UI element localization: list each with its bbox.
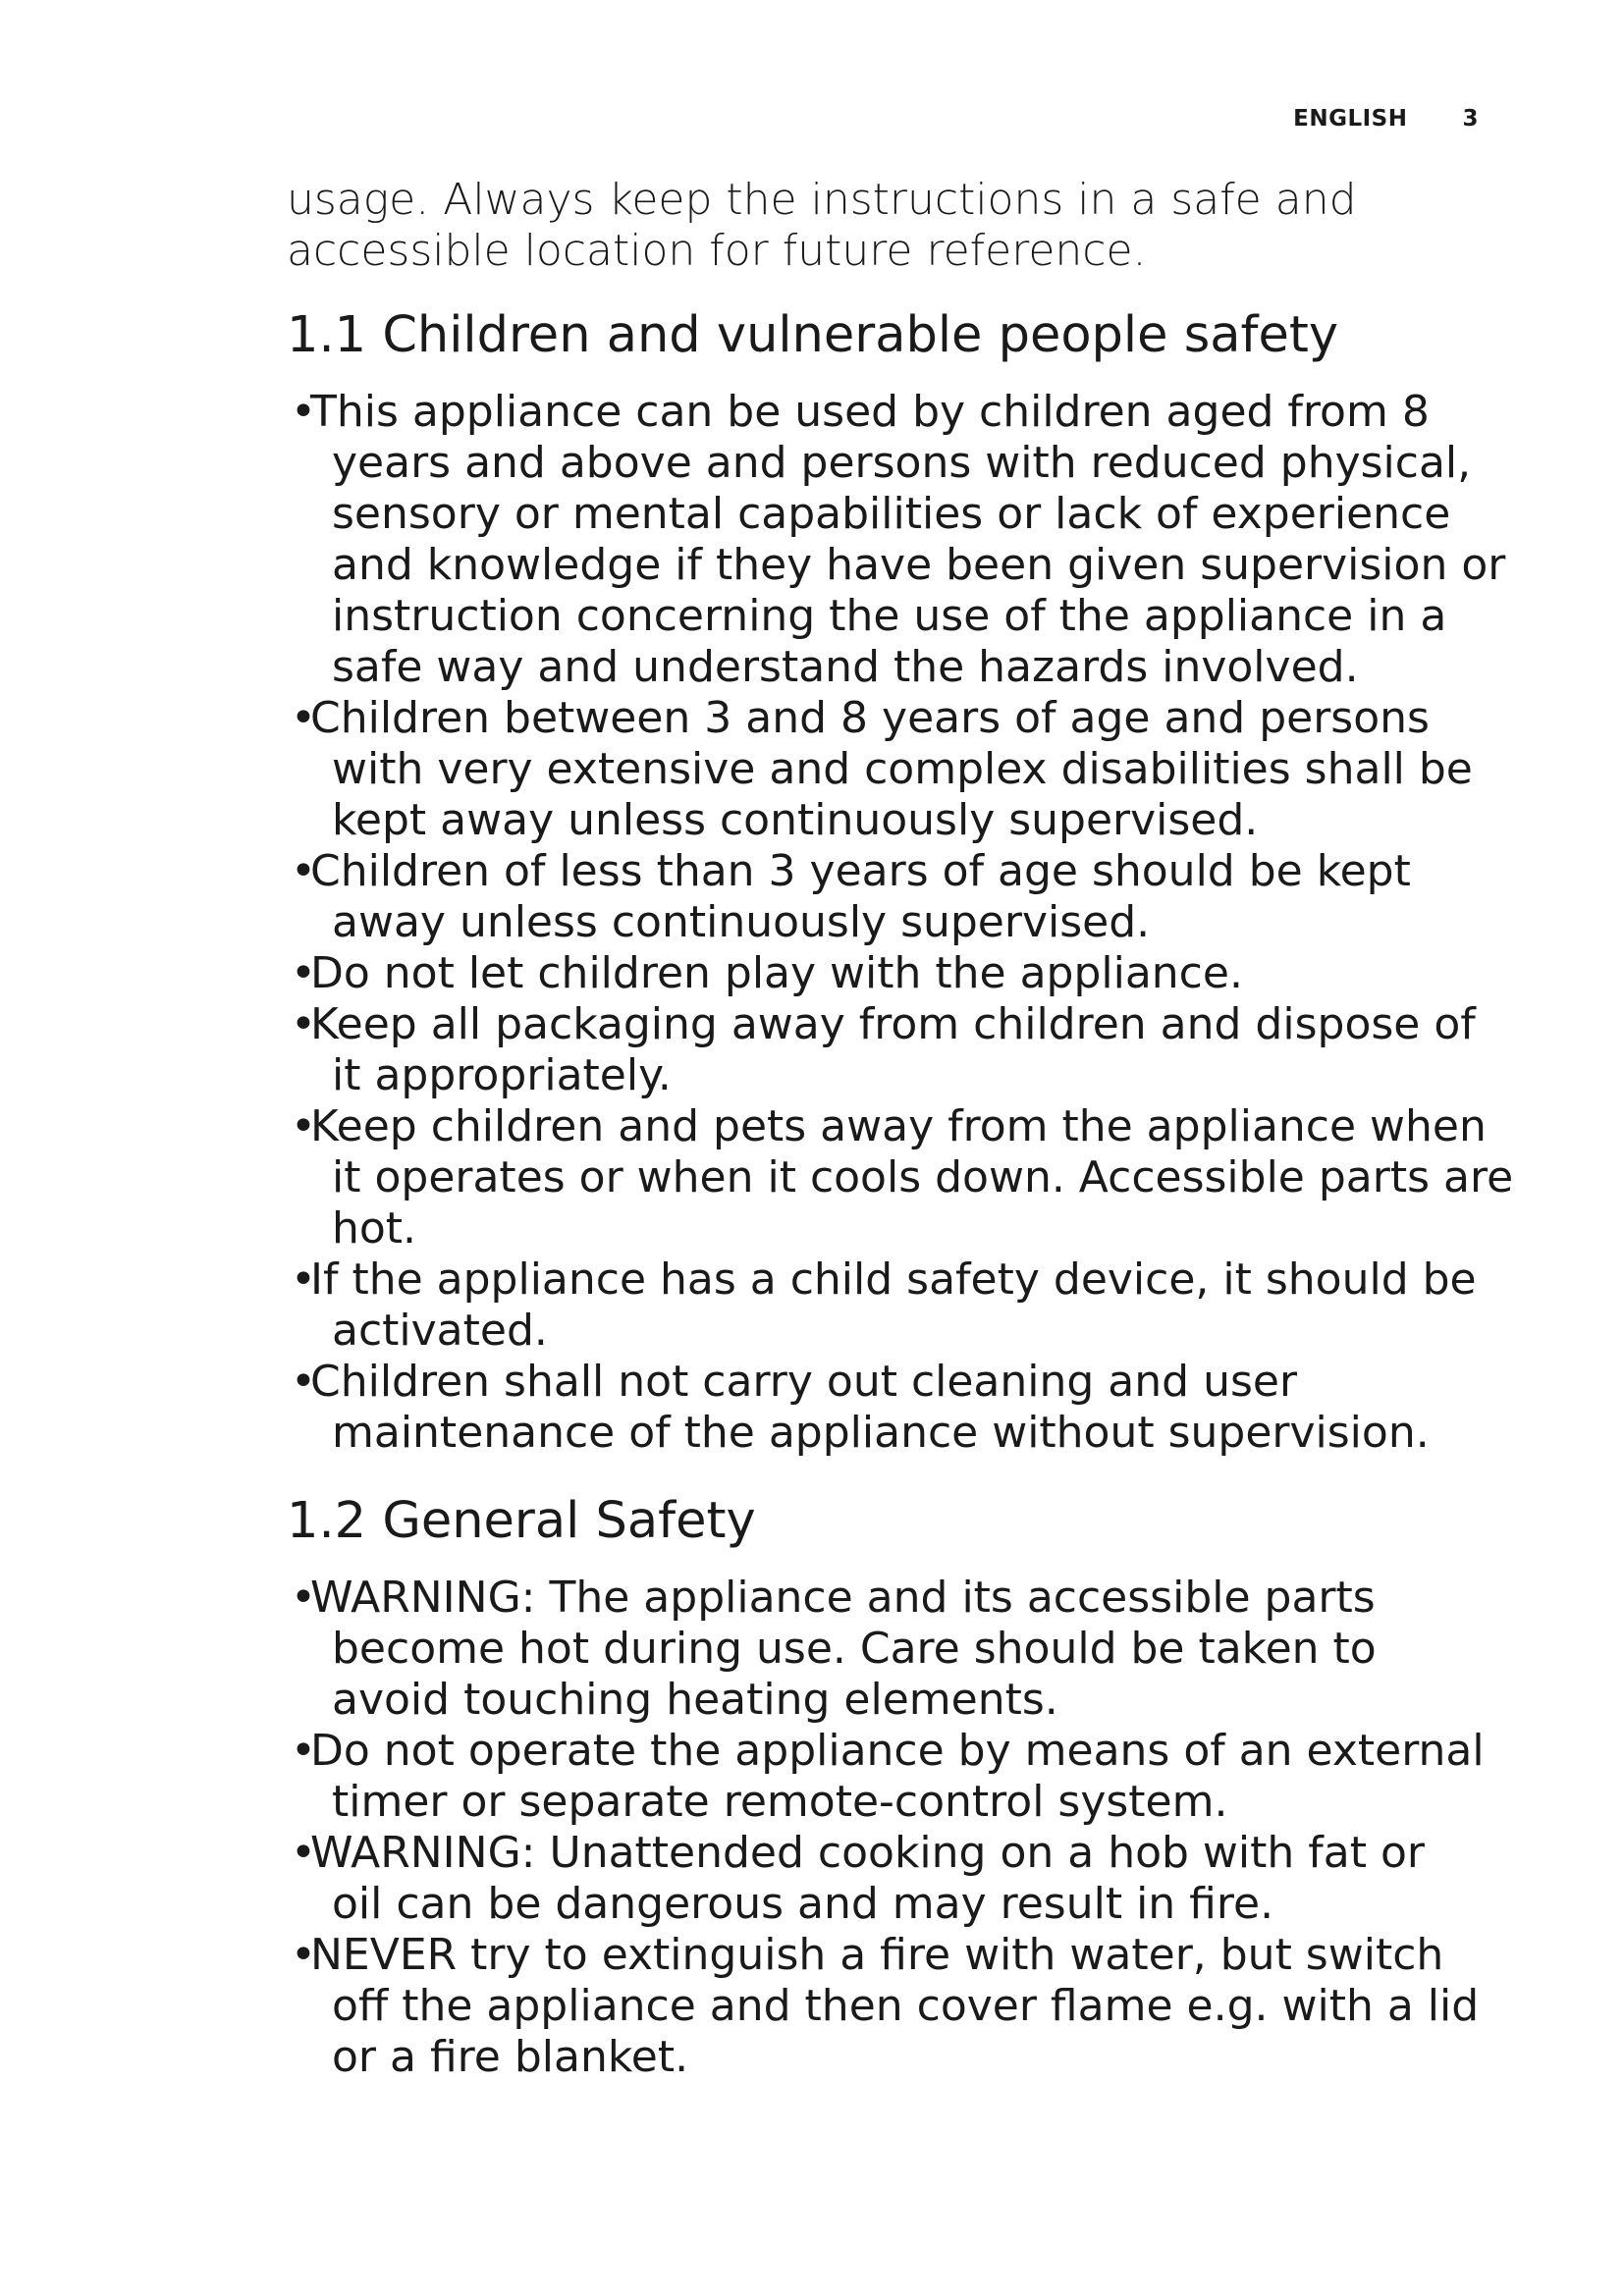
list-item-line: it operates or when it cools down. Accessible parts are: [332, 1152, 1514, 1202]
general-safety-list: [287, 1573, 1494, 2083]
list-item-line: years and above and persons with reduced physical,: [332, 438, 1472, 488]
bullet-icon: •: [291, 1357, 316, 1407]
bullet-icon: •: [291, 1101, 316, 1151]
list-item-line: WARNING: Unattended cooking on a hob with fat or: [310, 1828, 1425, 1878]
bullet-icon: •: [291, 1828, 316, 1878]
page-content: [287, 175, 1514, 2083]
list-item-line: If the appliance has a child safety device, it should be: [310, 1255, 1477, 1305]
list-item: [287, 846, 1494, 948]
list-item: [287, 693, 1494, 846]
header-language: ENGLISH: [1293, 106, 1408, 132]
list-item-line: Children of less than 3 years of age should be kept: [310, 846, 1411, 896]
list-item: [287, 1828, 1494, 1930]
bullet-icon: •: [291, 846, 316, 896]
bullet-icon: •: [291, 387, 316, 437]
list-item-line: avoid touching heating elements.: [332, 1675, 1058, 1725]
list-item: [287, 1255, 1494, 1357]
list-item-line: with very extensive and complex disabilities shall be: [332, 744, 1473, 794]
list-item-line: it appropriately.: [332, 1050, 672, 1100]
bullet-icon: •: [291, 1930, 316, 1980]
list-item-line: Keep children and pets away from the appliance when: [310, 1101, 1487, 1151]
list-item-line: safe way and understand the hazards involved.: [332, 642, 1359, 692]
list-item-line: Do not let children play with the appliance.: [310, 948, 1243, 998]
list-item-line: become hot during use. Care should be taken to: [332, 1624, 1377, 1674]
list-item-line: maintenance of the appliance without supervision.: [332, 1408, 1430, 1458]
section-title-children-safety: 1.1 Children and vulnerable people safety: [287, 306, 1339, 364]
list-item: [287, 1101, 1514, 1255]
list-item-line: This appliance can be used by children aged from 8: [310, 387, 1430, 437]
list-item: [287, 999, 1494, 1101]
list-item-line: Children shall not carry out cleaning and user: [310, 1357, 1298, 1407]
page-header: [1293, 106, 1479, 132]
section-title-general-safety: 1.2 General Safety: [287, 1492, 756, 1550]
list-item-line: activated.: [332, 1306, 548, 1356]
intro-paragraph: [287, 175, 1494, 277]
bullet-icon: •: [291, 948, 316, 998]
list-item-line: Do not operate the appliance by means of an external: [310, 1726, 1485, 1776]
bullet-icon: •: [291, 999, 316, 1049]
list-item-line: WARNING: The appliance and its accessible parts: [310, 1573, 1376, 1623]
list-item-line: off the appliance and then cover flame e.g. with a lid: [332, 1981, 1480, 2031]
list-item-line: Keep all packaging away from children and dispose of: [310, 999, 1476, 1049]
bullet-icon: •: [291, 693, 316, 743]
list-item-line: kept away unless continuously supervised.: [332, 795, 1259, 845]
list-item-line: NEVER try to extinguish a fire with water, but switch: [310, 1930, 1444, 1980]
list-item-line: Children between 3 and 8 years of age and persons: [310, 693, 1430, 743]
page-number: 3: [1462, 106, 1479, 132]
bullet-icon: •: [291, 1573, 316, 1623]
list-item: [287, 1726, 1494, 1828]
list-item: [287, 948, 1494, 999]
list-item-line: hot.: [332, 1203, 417, 1254]
list-item-line: timer or separate remote-control system.: [332, 1777, 1228, 1827]
list-item-line: oil can be dangerous and may result in fire.: [332, 1879, 1274, 1929]
list-item: [287, 1357, 1494, 1459]
children-safety-list: [287, 387, 1514, 1459]
list-item-line: away unless continuously supervised.: [332, 897, 1151, 947]
list-item: [287, 1573, 1494, 1726]
list-item-line: instruction concerning the use of the appliance in a: [332, 591, 1447, 641]
bullet-icon: •: [291, 1255, 316, 1305]
list-item: [287, 1930, 1494, 2083]
list-item-line: and knowledge if they have been given supervision or: [332, 540, 1506, 590]
list-item-line: or a fire blanket.: [332, 2032, 689, 2082]
intro-line: accessible location for future reference.: [287, 226, 1147, 276]
list-item-line: sensory or mental capabilities or lack of experience: [332, 489, 1451, 539]
intro-line: usage. Always keep the instructions in a safe and: [287, 175, 1357, 225]
list-item: [287, 387, 1506, 693]
bullet-icon: •: [291, 1726, 316, 1776]
